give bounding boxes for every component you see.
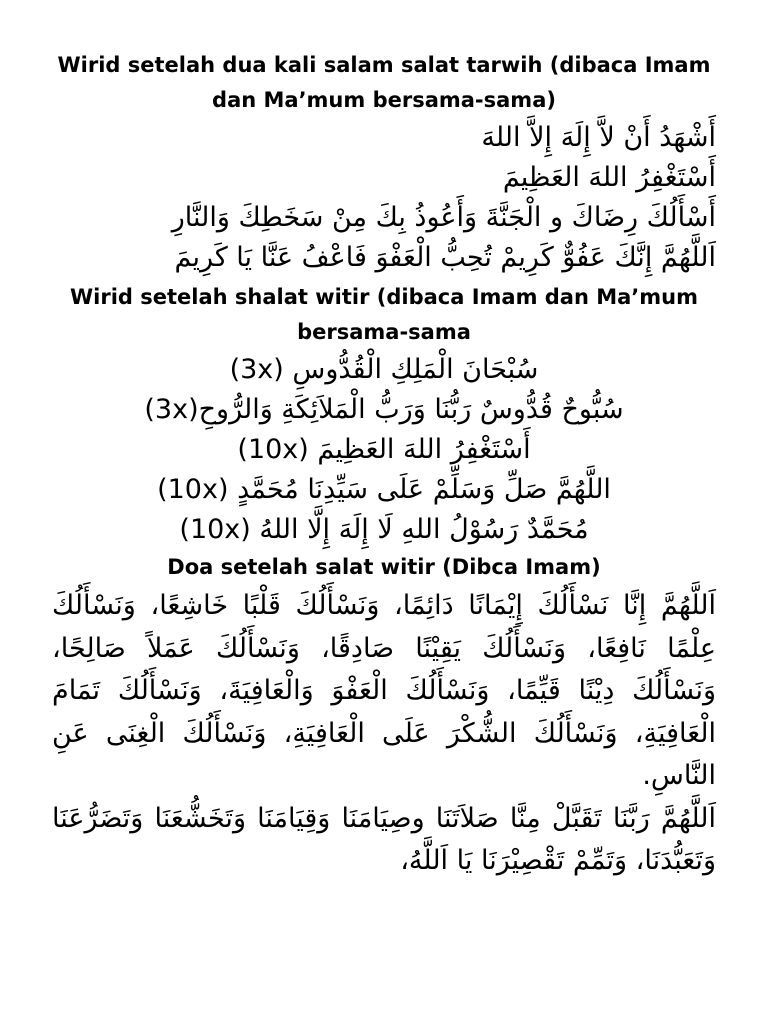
doa-paragraph: اَللَّهُمَّ رَبَّنَا تَقَبَّلْ مِنَّا صَلاَتَنَا وصِيَامَنَا وَقِيَامَنَا وَتَخَشُّعَنَا وَتَضَرُّعَنَا وَتَعَبُّدَنَا، وَتَمِّمْ تَقْصِيْرَنَا يَا اَللَّهُ،: [52, 802, 716, 876]
wirid-line: مُحَمَّدٌ رَسُوْلُ اللهِ لَا إِلَهَ إِلَّا اللهُ (10x): [179, 514, 589, 545]
wirid-line: أَسْتَغْفِرُ اللهَ العَظِيمَ (10x): [237, 434, 531, 465]
wirid-tarwih-block: [52, 118, 716, 278]
wirid-witir-block: [52, 350, 716, 550]
section-heading-doa-witir: Doa setelah salat witir (Dibca Imam): [167, 555, 601, 579]
wirid-line: سُبُّوحٌ قُدُّوسٌ رَبُّنَا وَرَبُّ الْمَلاَئِكَةِ وَالرُّوحِ(3x): [144, 394, 624, 425]
section-heading-tarwih: Wirid setelah dua kali salam salat tarwih (dibaca Imam dan Ma’mum bersama-sama): [57, 53, 711, 112]
doa-paragraph: اَللَّهُمَّ إِنَّا نَسْأَلُكَ إِيْمَانًا دَائِمًا، وَنَسْأَلُكَ قَلْبًا خَاشِعًا، وَنَسْأَلُكَ عِلْمًا نَافِعًا، وَنَسْأَلُكَ يَقِيْنًا صَادِقًا، وَنَسْأَلُكَ عَمَلاً صَالِحًا، وَنَسْأَلُكَ دِيْنًا قَيِّمًا، وَنَسْأَلُكَ الْعَفْوَ وَالْعَافِيَةَ، وَنَسْأَلُكَ تَمَامَ الْعَافِيَةِ، وَنَسْأَلُكَ الشُّكْرَ عَلَى الْعَافِيَةِ، وَنَسْأَلُكَ الْغِنَى عَنِ النَّاسِ.: [52, 590, 716, 791]
wirid-line: أَسْتَغْفِرُ اللهَ العَظِيمَ: [502, 162, 716, 193]
doa-witir-block: [52, 585, 716, 883]
wirid-line: اَللَّهُمَّ إِنَّكَ عَفُوٌّ كَرِيمْ تُحِبُّ الْعَفْوَ فَاعْفُ عَنَّا يَا كَرِيمَ: [174, 242, 716, 273]
wirid-line: أَشْهَدُ أَنْ لاَّ إِلَهَ إِلاَّ اللهَ: [481, 122, 716, 153]
wirid-line: اللَّهُمَّ صَلِّ وَسَلِّمْ عَلَى سَيِّدِنَا مُحَمَّدٍ (10x): [157, 474, 611, 505]
wirid-line: أَسْأَلُكَ رِضَاكَ و الْجَنَّةَ وَأَعُوذُ بِكَ مِنْ سَخَطِكَ وَالنَّارِ: [171, 202, 716, 233]
section-heading-witir: Wirid setelah shalat witir (dibaca Imam dan Ma’mum bersama-sama: [69, 285, 698, 344]
wirid-line: سُبْحَانَ الْمَلِكِ الْقُدُّوسِ (3x): [229, 354, 539, 385]
